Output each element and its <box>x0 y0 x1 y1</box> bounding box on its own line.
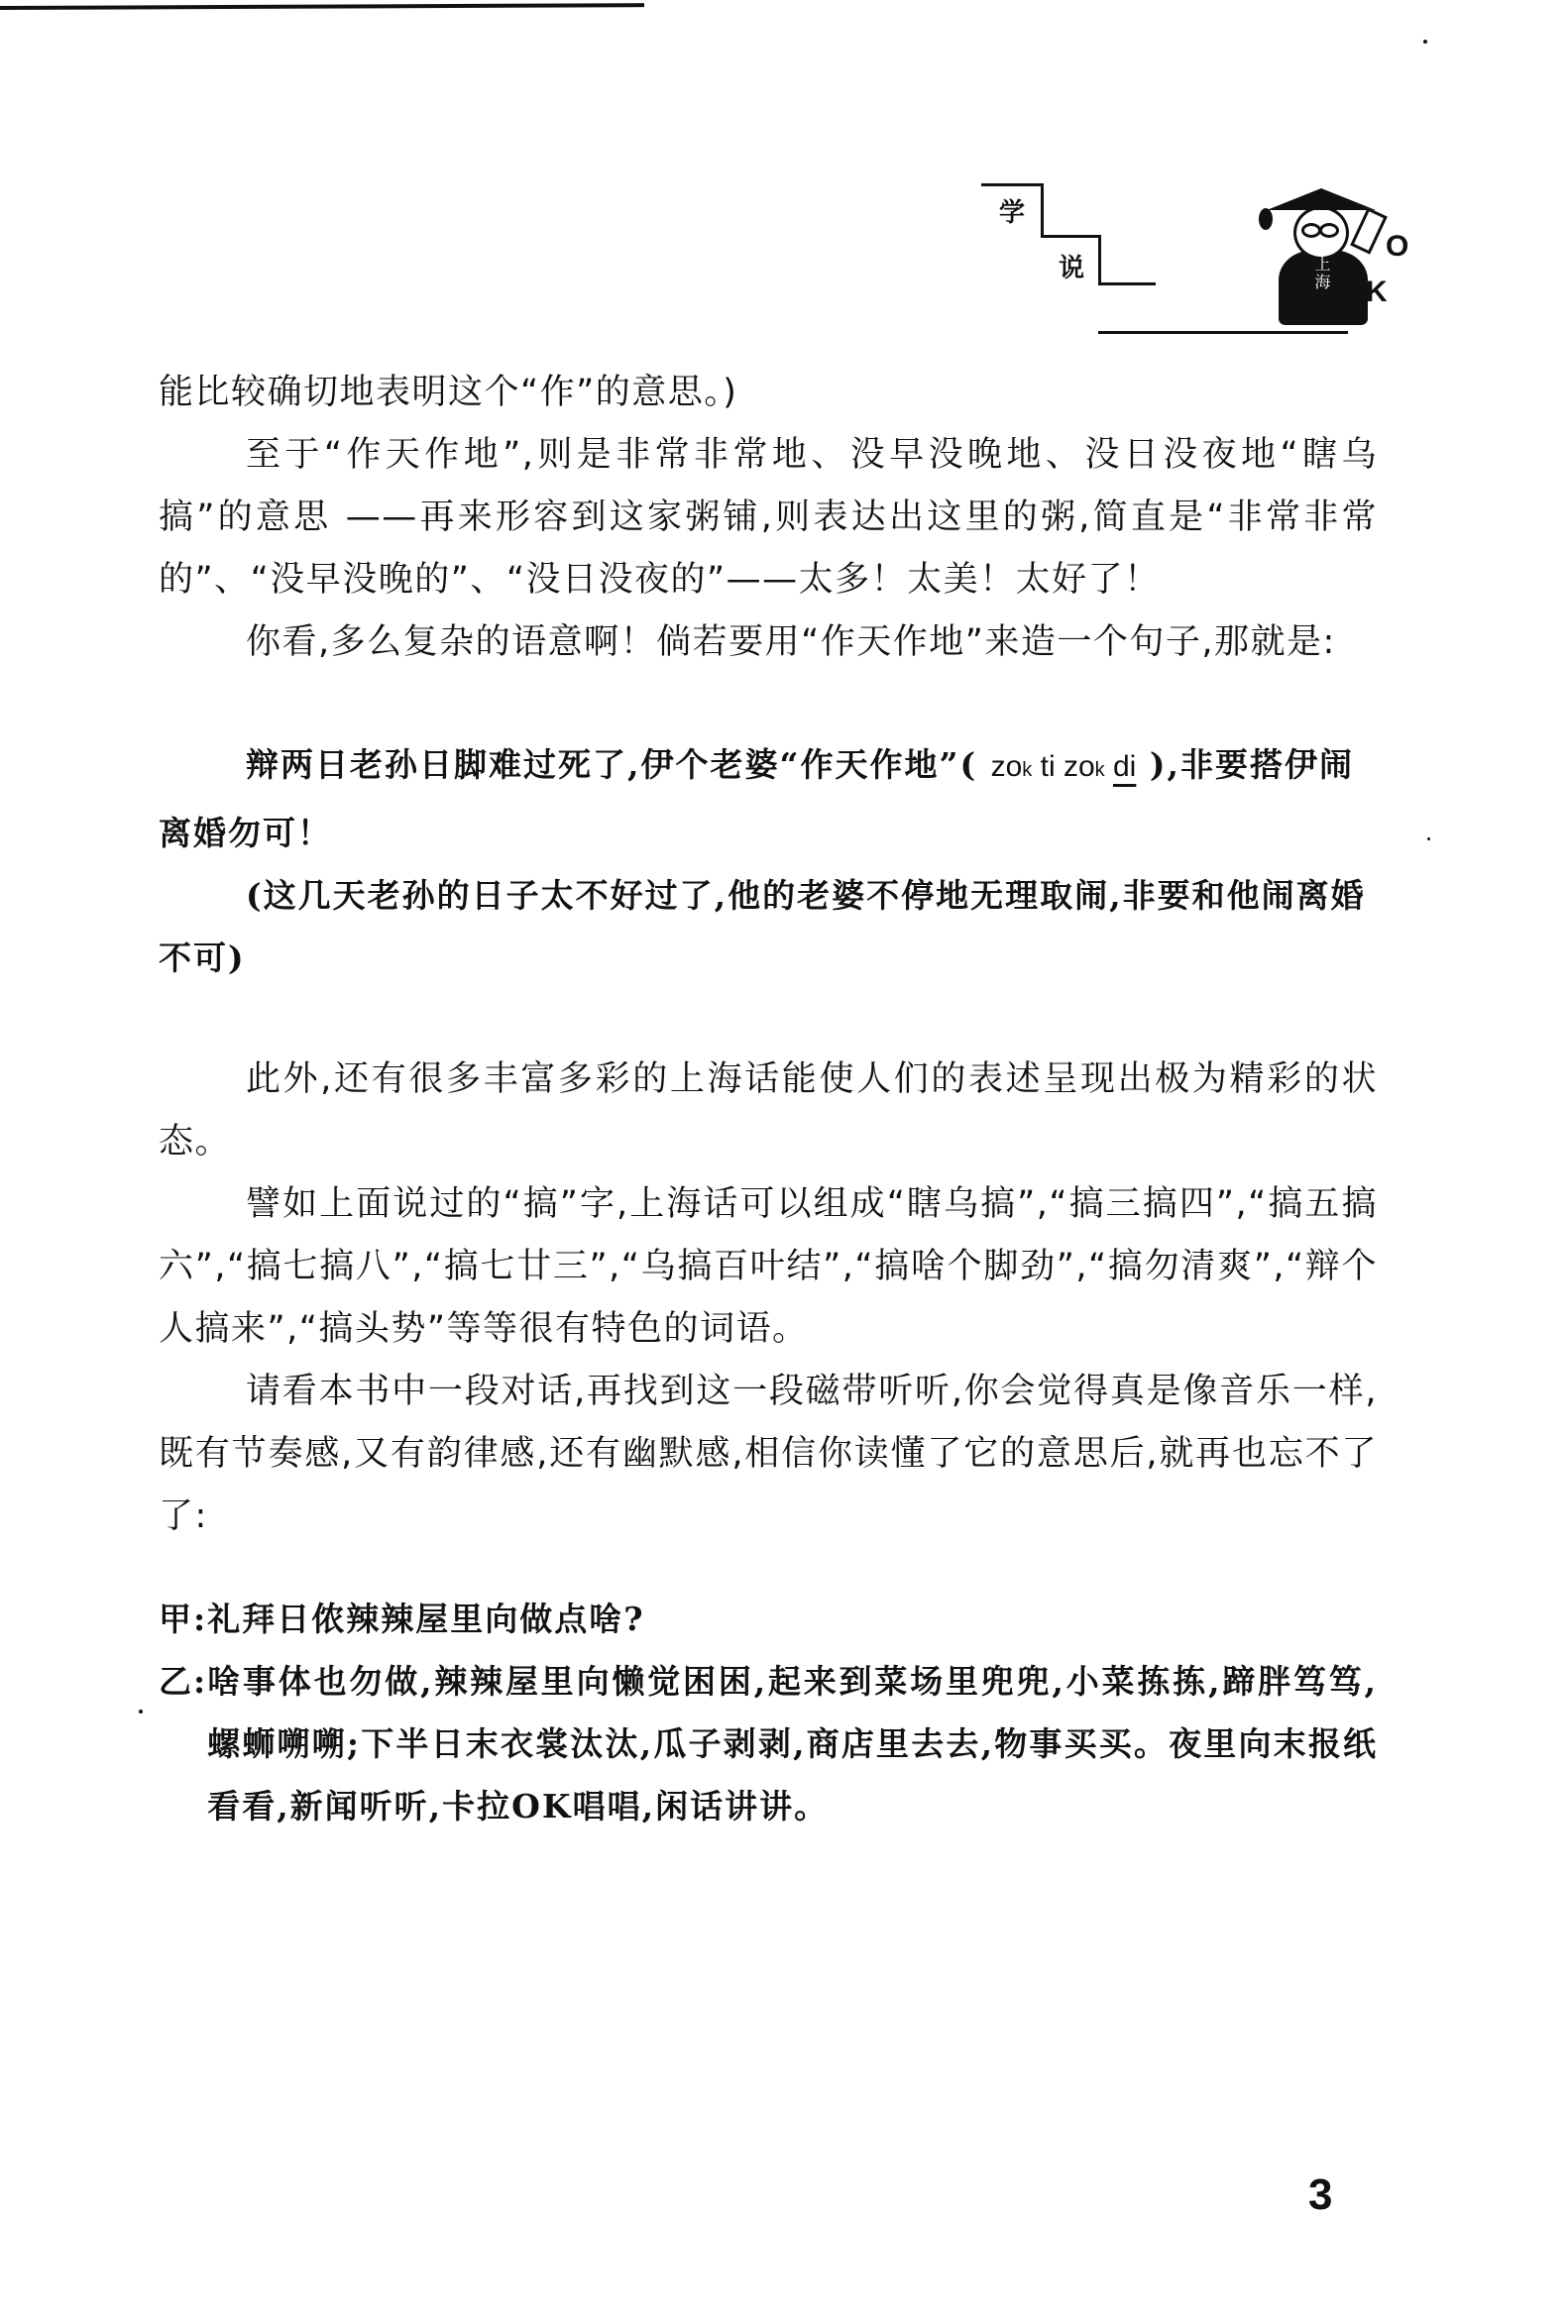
example-sentence <box>159 733 1378 864</box>
pinyin-annotation <box>991 750 1137 783</box>
page-body <box>159 362 1378 1837</box>
paragraph-4: 此外,还有很多丰富多彩的上海话能使人们的表述呈现出极为精彩的状态。 <box>159 1059 1378 1162</box>
pinyin-zok-2: zo <box>1063 750 1095 783</box>
logo-ok-k: K <box>1366 276 1388 308</box>
example-sentence-part1: 辩两日老孙日脚难过死了,伊个老婆“作天作地”( <box>246 745 978 784</box>
logo-word-speak: 说 <box>1059 254 1085 283</box>
dialog-line <box>159 1650 1378 1837</box>
dialog-speaker: 甲: <box>159 1600 208 1638</box>
logo-ok-o: O <box>1386 230 1409 263</box>
scan-speck <box>139 1710 143 1714</box>
spacer <box>159 1548 1378 1588</box>
pinyin-zok-1: zo <box>990 750 1023 783</box>
example-translation: (这几天老孙的日子太不好过了,他的老婆不停地无理取闹,非要和他闹离婚不可) <box>159 876 1366 977</box>
dialog-line <box>159 1588 1378 1650</box>
tassel-icon <box>1259 208 1273 230</box>
dialog <box>159 1588 1378 1837</box>
paragraph-3: 你看,多么复杂的语意啊！倘若要用“作天作地”来造一个句子,那就是: <box>246 622 1336 662</box>
pinyin-ti: ti <box>1040 750 1056 783</box>
paragraph-1: 能比较确切地表明这个“作”的意思。) <box>159 373 738 412</box>
example-sentence-part2: ),非要搭伊闹离婚勿可！ <box>159 745 1354 852</box>
dialog-text: 礼拜日侬辣辣屋里向做点啥? <box>207 1600 645 1638</box>
pinyin-k-1: k <box>1022 759 1033 781</box>
paragraph-6: 请看本书中一段对话,再找到这一段磁带听听,你会觉得真是像音乐一样,既有节奏感,又有韵律感,还有幽默感,相信你读懂了它的意思后,就再也忘不了了: <box>159 1372 1378 1536</box>
scan-speck <box>1423 40 1427 44</box>
scan-speck <box>1427 837 1430 840</box>
spacer <box>159 674 1378 733</box>
paragraph-5: 譬如上面说过的“搞”字,上海话可以组成“瞎乌搞”,“搞三搞四”,“搞五搞六”,“搞七搞八”,“搞七廿三”,“乌搞百叶结”,“搞啥个脚劲”,“搞勿清爽”,“辩个人搞来”,“搞头势”等等很有特色的词语。 <box>159 1184 1378 1349</box>
mortarboard-icon <box>1267 188 1376 210</box>
pinyin-di: di <box>1112 750 1137 783</box>
dialog-text: 啥事体也勿做,辣辣屋里向懒觉困困,起来到菜场里兜兜,小菜拣拣,蹄胖笃笃,螺蛳嗍嗍;下半日末衣裳汰汰,瓜子剥剥,商店里去去,物事买买。夜里向末报纸看看,新闻听听,卡拉OK唱唱,闲话讲讲。 <box>207 1662 1378 1826</box>
logo-word-learn: 学 <box>999 198 1026 228</box>
pinyin-k-2: k <box>1094 759 1105 781</box>
page-number: 3 <box>1308 2170 1333 2219</box>
face-icon <box>1293 206 1349 260</box>
spacer <box>159 989 1378 1049</box>
stair-base <box>1098 331 1348 334</box>
stair-floor <box>1098 282 1156 285</box>
dialog-speaker: 乙: <box>159 1662 208 1701</box>
gown-label: 上海 <box>1312 256 1331 291</box>
header-logo <box>981 168 1417 337</box>
paragraph-2: 至于“作天作地”,则是非常非常地、没早没晚地、没日没夜地“瞎乌搞”的意思 ——再来形容到这家粥铺,则表达出这里的粥,简直是“非常非常的”、“没早没晚的”、“没日没夜的”——太多！太美！太好了！ <box>159 435 1378 600</box>
diploma-icon <box>1350 207 1388 254</box>
top-rule <box>0 3 644 10</box>
